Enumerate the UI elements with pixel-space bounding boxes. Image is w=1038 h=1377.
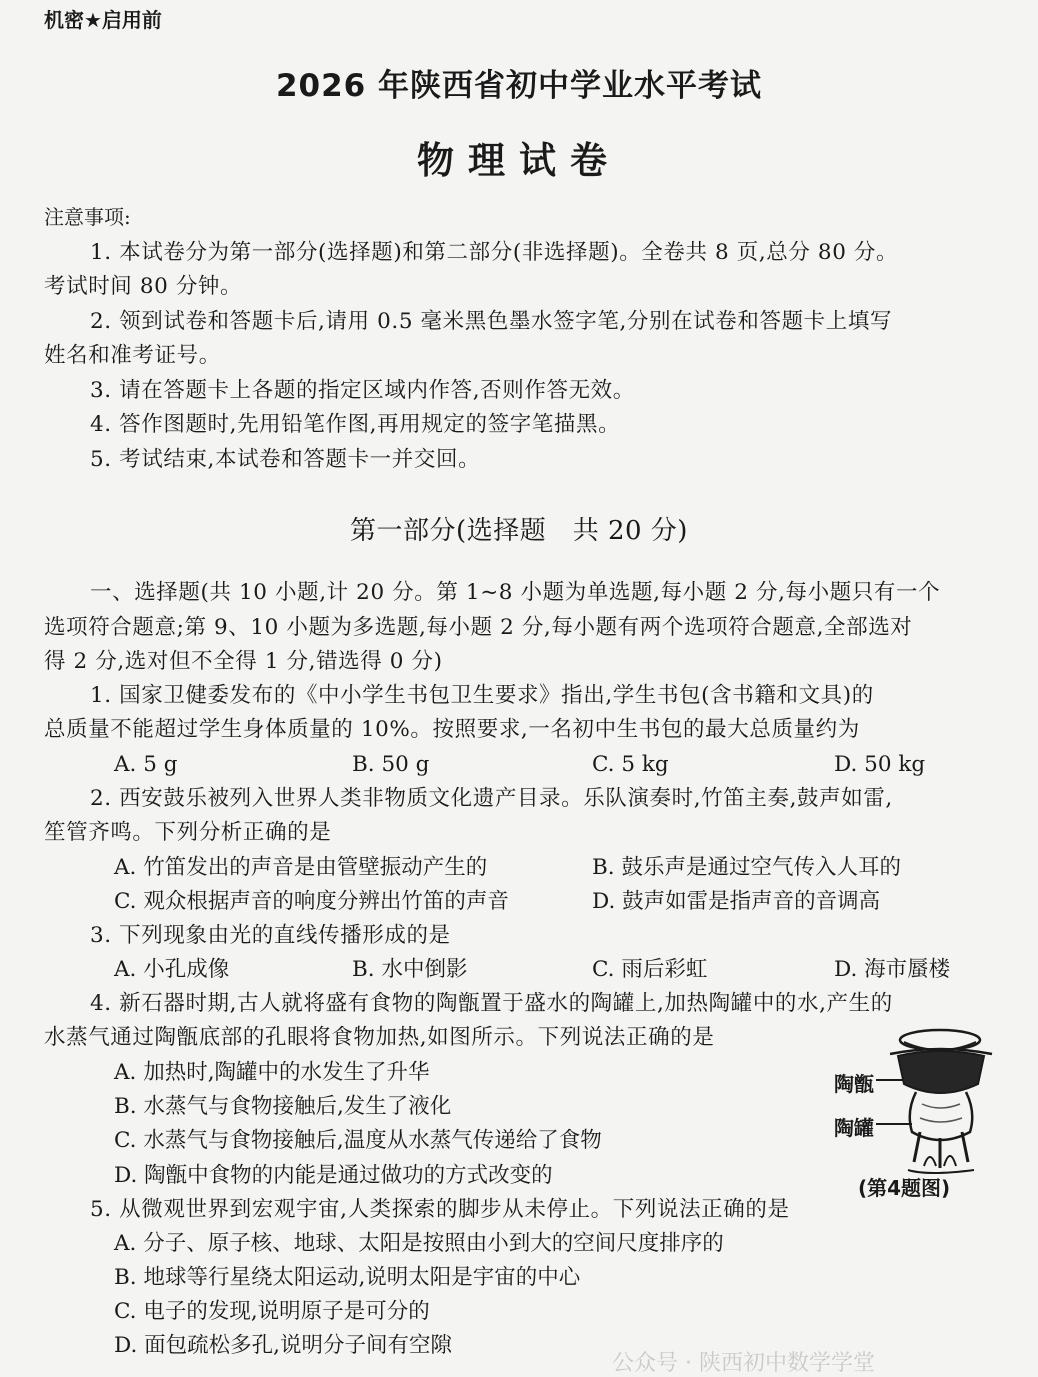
question-3-stem: 3. 下列现象由光的直线传播形成的是 xyxy=(90,923,451,948)
instruction-line: 一、选择题(共 10 小题,计 20 分。第 1~8 小题为单选题,每小题 2 分,每小题只有一个 xyxy=(90,580,941,605)
question-4-option-a: A. 加热时,陶罐中的水发生了升华 xyxy=(114,1060,430,1085)
note-line: 3. 请在答题卡上各题的指定区域内作答,否则作答无效。 xyxy=(90,378,635,403)
question-2-option-c: C. 观众根据声音的响度分辨出竹笛的声音 xyxy=(114,889,509,914)
question-5-option-d: D. 面包疏松多孔,说明分子间有空隙 xyxy=(114,1333,452,1358)
part-one-title: 第一部分(选择题 共 20 分) xyxy=(350,516,688,546)
question-3-option-d: D. 海市蜃楼 xyxy=(834,957,951,982)
question-2-option-a: A. 竹笛发出的声音是由管壁振动产生的 xyxy=(114,855,488,880)
subject-title: 物理试卷 xyxy=(417,139,621,182)
question-3-option-c: C. 雨后彩虹 xyxy=(592,957,708,982)
question-1-option-c: C. 5 kg xyxy=(592,752,669,777)
note-line: 姓名和准考证号。 xyxy=(44,343,221,368)
question-1-option-b: B. 50 g xyxy=(352,752,430,777)
watermark-text: 公众号 · 陕西初中数学学堂 xyxy=(612,1351,875,1376)
question-3-option-b: B. 水中倒影 xyxy=(352,957,468,982)
question-1-stem: 1. 国家卫健委发布的《中小学生书包卫生要求》指出,学生书包(含书籍和文具)的 xyxy=(90,683,874,708)
note-line: 2. 领到试卷和答题卡后,请用 0.5 毫米黑色墨水签字笔,分别在试卷和答题卡上填写 xyxy=(90,309,893,334)
secret-mark: 机密★启用前 xyxy=(44,8,162,32)
question-4-figure xyxy=(828,1020,1008,1210)
question-4-stem: 水蒸气通过陶甑底部的孔眼将食物加热,如图所示。下列说法正确的是 xyxy=(44,1025,715,1050)
question-5-option-a: A. 分子、原子核、地球、太阳是按照由小到大的空间尺度排序的 xyxy=(114,1231,724,1256)
figure-label-steamer: 陶甑 xyxy=(834,1072,874,1096)
question-2-option-b: B. 鼓乐声是通过空气传入人耳的 xyxy=(592,855,901,880)
question-5-stem: 5. 从微观世界到宏观宇宙,人类探索的脚步从未停止。下列说法正确的是 xyxy=(90,1197,790,1222)
instruction-line: 选项符合题意;第 9、10 小题为多选题,每小题 2 分,每小题有两个选项符合题意,全部选对 xyxy=(44,615,913,640)
pottery-steamer-illustration xyxy=(828,1020,1008,1180)
notes-heading: 注意事项: xyxy=(44,205,131,229)
exam-title: 2026 年陕西省初中学业水平考试 xyxy=(275,68,763,104)
instruction-line: 得 2 分,选对但不全得 1 分,错选得 0 分) xyxy=(44,649,443,674)
question-4-stem: 4. 新石器时期,古人就将盛有食物的陶甑置于盛水的陶罐上,加热陶罐中的水,产生的 xyxy=(90,991,893,1016)
question-4-option-d: D. 陶甑中食物的内能是通过做功的方式改变的 xyxy=(114,1163,553,1188)
question-3-option-a: A. 小孔成像 xyxy=(114,957,230,982)
question-1-stem: 总质量不能超过学生身体质量的 10%。按照要求,一名初中生书包的最大总质量约为 xyxy=(44,717,860,742)
note-line: 考试时间 80 分钟。 xyxy=(44,274,243,299)
question-1-option-a: A. 5 g xyxy=(114,752,178,777)
question-2-stem: 笙管齐鸣。下列分析正确的是 xyxy=(44,820,332,845)
question-4-option-c: C. 水蒸气与食物接触后,温度从水蒸气传递给了食物 xyxy=(114,1128,602,1153)
figure-caption: (第4题图) xyxy=(858,1176,951,1200)
note-line: 4. 答作图题时,先用铅笔作图,再用规定的签字笔描黑。 xyxy=(90,412,621,437)
note-line: 5. 考试结束,本试卷和答题卡一并交回。 xyxy=(90,447,481,472)
question-4-option-b: B. 水蒸气与食物接触后,发生了液化 xyxy=(114,1094,452,1119)
question-5-option-c: C. 电子的发现,说明原子是可分的 xyxy=(114,1299,430,1324)
question-2-option-d: D. 鼓声如雷是指声音的音调高 xyxy=(592,889,881,914)
question-1-option-d: D. 50 kg xyxy=(834,752,926,777)
question-2-stem: 2. 西安鼓乐被列入世界人类非物质文化遗产目录。乐队演奏时,竹笛主奏,鼓声如雷, xyxy=(90,786,893,811)
note-line: 1. 本试卷分为第一部分(选择题)和第二部分(非选择题)。全卷共 8 页,总分 80 分。 xyxy=(90,240,899,265)
figure-label-pot: 陶罐 xyxy=(834,1116,874,1140)
question-5-option-b: B. 地球等行星绕太阳运动,说明太阳是宇宙的中心 xyxy=(114,1265,581,1290)
